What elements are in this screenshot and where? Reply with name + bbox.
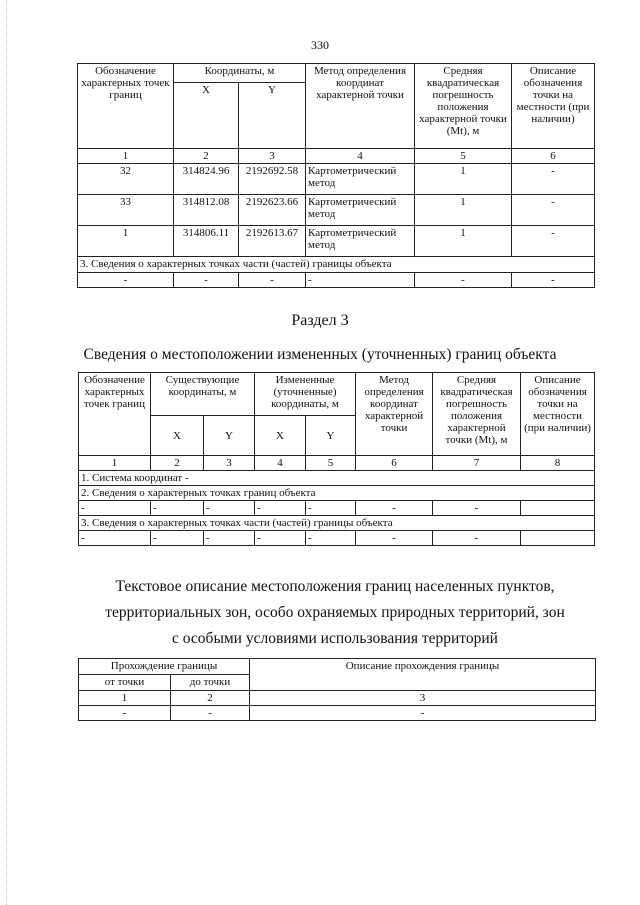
col-num: 7 (433, 456, 521, 471)
header-metod: Метод определения координат характерной точки (306, 64, 415, 149)
header-y: Y (239, 83, 306, 149)
col-num: 6 (512, 149, 595, 164)
header-do: до точки (171, 675, 250, 691)
header-opisanie: Описание обозначения точки на местности (при наличии) (512, 64, 595, 149)
coord-y: 2192623.66 (239, 195, 306, 226)
coord-y: 2192692.58 (239, 164, 306, 195)
col-num: 1 (79, 691, 171, 706)
coord-y: 2192613.67 (239, 226, 306, 257)
dash-cell: - (356, 501, 433, 516)
dash-cell: - (79, 706, 171, 721)
dash-cell: - (512, 273, 595, 288)
dash-cell: - (79, 531, 151, 546)
dash-cell: - (356, 531, 433, 546)
header-oboznachenie: Обозначение характерных точек границ (79, 373, 151, 456)
text-description-title (60, 574, 610, 652)
method: Картометрический метод (306, 226, 415, 257)
col-num: 3 (250, 691, 596, 706)
col-num: 1 (79, 456, 151, 471)
header-opisanie: Описание прохождения границы (250, 659, 596, 691)
point-id: 33 (78, 195, 174, 226)
dash-cell: - (433, 531, 521, 546)
dash-cell: - (204, 501, 255, 516)
method: Картометрический метод (306, 164, 415, 195)
desc: - (512, 195, 595, 226)
header-srednyaya: Средняя квадратическая погрешность положения характерной точки (Mt), м (433, 373, 521, 456)
header-opisanie: Описание обозначения точки на местности (при наличии) (521, 373, 595, 456)
mt: 1 (415, 195, 512, 226)
header-sushch: Существующие координаты, м (151, 373, 255, 416)
section-2-row: 2. Сведения о характерных точках границ объекта (79, 486, 595, 501)
col-num: 6 (356, 456, 433, 471)
col-num: 2 (174, 149, 239, 164)
header-y: Y (204, 416, 255, 456)
header-oboznachenie: Обозначение характерных точек границ (78, 64, 174, 149)
header-x: X (255, 416, 306, 456)
section-3-row: 3. Сведения о характерных точках части (частей) границы объекта (78, 257, 595, 273)
header-koordinaty: Координаты, м (174, 64, 306, 83)
dash-cell: - (415, 273, 512, 288)
coord-x: 314806.11 (174, 226, 239, 257)
dash-cell: - (255, 531, 306, 546)
desc: - (512, 164, 595, 195)
changed-points-table (78, 372, 595, 546)
col-num: 4 (306, 149, 415, 164)
header-izmen: Измененные (уточненные) координаты, м (255, 373, 356, 416)
col-num: 3 (239, 149, 306, 164)
dash-cell: - (78, 273, 174, 288)
scan-edge (6, 0, 8, 905)
table-row (78, 273, 595, 288)
page-number: 330 (311, 38, 329, 52)
dash-cell: - (306, 531, 356, 546)
header-x: X (151, 416, 204, 456)
table-row (78, 195, 595, 226)
col-num: 4 (255, 456, 306, 471)
dash-cell: - (171, 706, 250, 721)
col-num: 2 (171, 691, 250, 706)
header-x: X (174, 83, 239, 149)
dash-cell (521, 501, 595, 516)
table-row (78, 164, 595, 195)
col-num: 2 (151, 456, 204, 471)
boundary-description-table (78, 658, 596, 721)
dash-cell: - (174, 273, 239, 288)
header-y: Y (306, 416, 356, 456)
points-table (77, 63, 595, 288)
title-line: территориальных зон, особо охраняемых природных территорий, зон (105, 604, 565, 621)
dash-cell: - (239, 273, 306, 288)
header-metod: Метод определения координат характерной точки (356, 373, 433, 456)
header-ot: от точки (79, 675, 171, 691)
header-srednyaya: Средняя квадратическая погрешность положения характерной точки (Mt), м (415, 64, 512, 149)
mt: 1 (415, 226, 512, 257)
dash-cell: - (79, 501, 151, 516)
dash-cell: - (151, 531, 204, 546)
table-row (78, 226, 595, 257)
table-row (79, 706, 596, 721)
col-num: 8 (521, 456, 595, 471)
coord-x: 314824.96 (174, 164, 239, 195)
col-num: 3 (204, 456, 255, 471)
dash-cell: - (204, 531, 255, 546)
table-row (79, 531, 595, 546)
section-subtitle: Сведения о местоположении измененных (уточненных) границ объекта (83, 346, 557, 363)
dash-cell: - (306, 273, 415, 288)
col-num: 5 (415, 149, 512, 164)
dash-cell: - (151, 501, 204, 516)
method: Картометрический метод (306, 195, 415, 226)
coord-x: 314812.08 (174, 195, 239, 226)
dash-cell: - (250, 706, 596, 721)
section-1-row: 1. Система координат - (79, 471, 595, 486)
point-id: 1 (78, 226, 174, 257)
desc: - (512, 226, 595, 257)
col-num: 5 (306, 456, 356, 471)
dash-cell: - (433, 501, 521, 516)
table-row (79, 501, 595, 516)
title-line: с особыми условиями использования территорий (172, 630, 498, 647)
dash-cell (521, 531, 595, 546)
point-id: 32 (78, 164, 174, 195)
section-3-row: 3. Сведения о характерных точках части (частей) границы объекта (79, 516, 595, 531)
col-num: 1 (78, 149, 174, 164)
header-prohozhdenie: Прохождение границы (79, 659, 250, 675)
title-line: Текстовое описание местоположения границ населенных пунктов, (115, 578, 555, 595)
dash-cell: - (255, 501, 306, 516)
dash-cell: - (306, 501, 356, 516)
section-heading: Раздел 3 (291, 312, 349, 329)
mt: 1 (415, 164, 512, 195)
